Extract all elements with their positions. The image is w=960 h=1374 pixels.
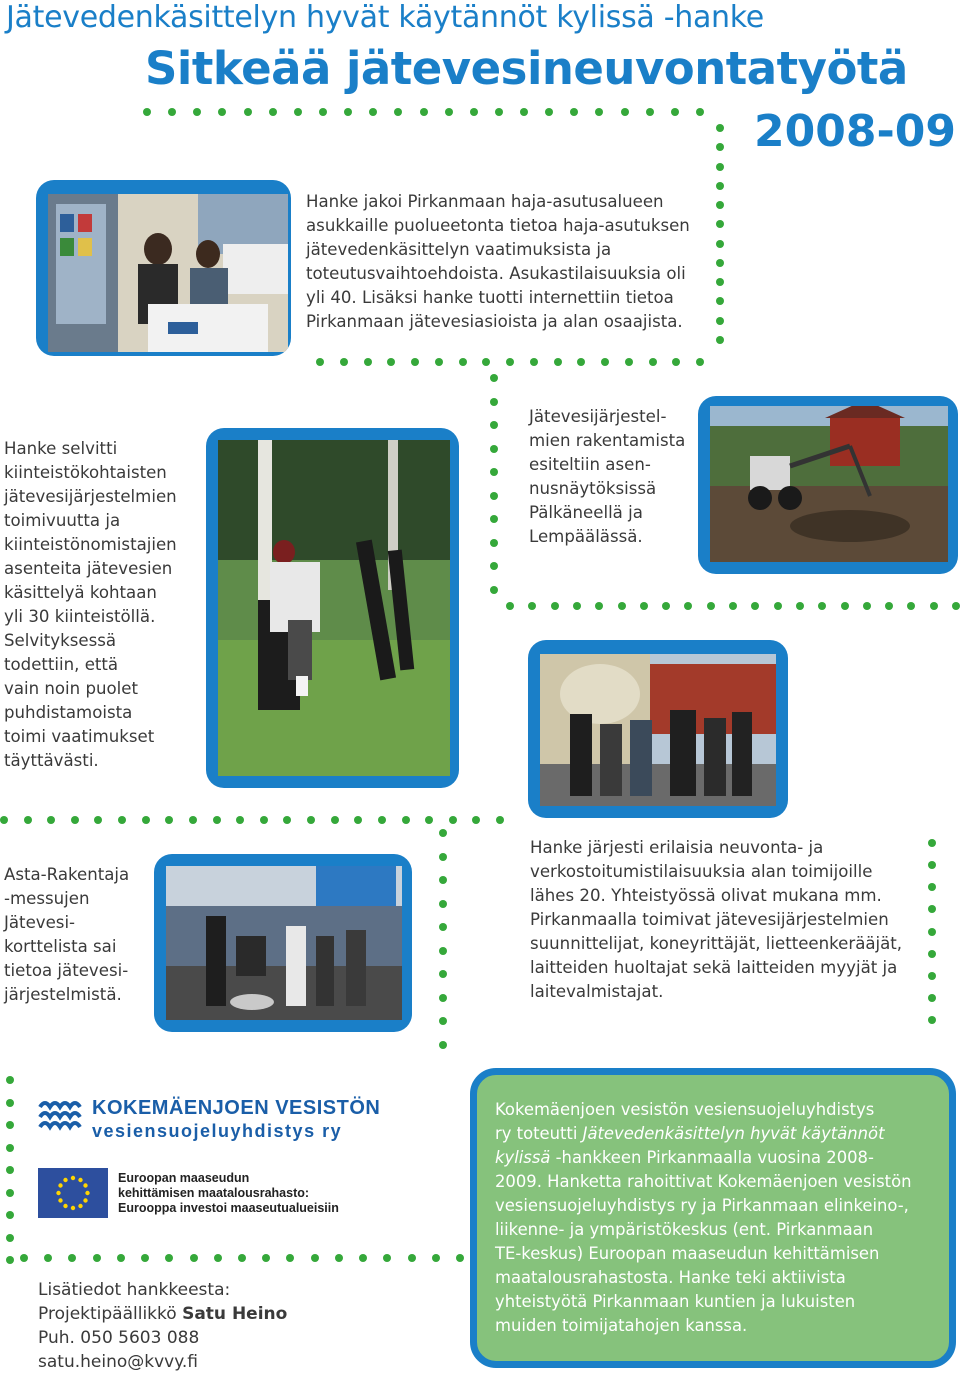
text-line: [495, 1146, 945, 1170]
decorative-dot: [369, 108, 377, 116]
decorative-dot: [672, 358, 680, 366]
text-line: nusnäytöksissä: [529, 479, 657, 498]
text-line: Hanke jakoi Pirkanmaan haja-asutusalueen: [306, 192, 664, 211]
decorative-dot: [662, 602, 670, 610]
decorative-dot: [340, 358, 348, 366]
decorative-dot: [439, 853, 447, 861]
text-line: Lempäälässä.: [529, 527, 643, 546]
decorative-dot: [863, 602, 871, 610]
text-line: TE-keskus) Euroopan maaseudun kehittämisen: [495, 1244, 880, 1263]
decorative-dot: [490, 445, 498, 453]
decorative-dot: [316, 358, 324, 366]
decorative-dot: [344, 108, 352, 116]
photo-woman-with-pipes: [206, 428, 459, 788]
text-line: asenteita jätevesien: [4, 559, 173, 578]
decorative-dot: [506, 358, 514, 366]
decorative-dot: [490, 562, 498, 570]
decorative-dot: [94, 816, 102, 824]
decorative-dot: [577, 358, 585, 366]
eu-flag-icon: [38, 1168, 108, 1218]
decorative-dot: [439, 900, 447, 908]
text-line: Pirkanmaalla toimivat jätevesijärjestelmien: [530, 910, 889, 929]
text-line: Selvityksessä: [4, 631, 117, 650]
decorative-dot: [490, 374, 498, 382]
decorative-dot: [262, 1254, 270, 1262]
text-line: Pirkanmaan jätevesiasioista ja alan osaajista.: [306, 312, 683, 331]
contact-phone: Puh. 050 5603 088: [38, 1328, 200, 1348]
decorative-dot: [71, 816, 79, 824]
text-line: mien rakentamista: [529, 431, 686, 450]
decorative-dot: [495, 108, 503, 116]
decorative-dot: [190, 1254, 198, 1262]
decorative-dot: [796, 602, 804, 610]
decorative-dot: [573, 602, 581, 610]
decorative-dot: [402, 816, 410, 824]
section5-text: [530, 836, 940, 1004]
decorative-dot: [554, 358, 562, 366]
kvvy-logo: [38, 1093, 381, 1147]
text-line: jätevedenkäsittelyn vaatimuksista ja: [306, 240, 612, 259]
text-line: verkostoitumistilaisuuksia alan toimijoille: [530, 862, 873, 881]
decorative-dot: [640, 602, 648, 610]
decorative-dot: [93, 1254, 101, 1262]
decorative-dot: [364, 358, 372, 366]
text-line: laitteiden huoltajat sekä laitteiden myyjät ja: [530, 958, 898, 977]
text-line: muiden toimijatahojen kanssa.: [495, 1316, 748, 1335]
photo-excavator: [698, 396, 958, 574]
decorative-dot: [716, 163, 724, 171]
decorative-dot: [118, 816, 126, 824]
wave-logo-icon: [38, 1099, 90, 1139]
decorative-dot: [751, 602, 759, 610]
decorative-dot: [311, 1254, 319, 1262]
text-line: yli 40. Lisäksi hanke tuotti internettiin tietoa: [306, 288, 674, 307]
decorative-dot: [930, 602, 938, 610]
decorative-dot: [496, 816, 504, 824]
text-line: liikenne- ja ympäristökeskus (ent. Pirkanmaan: [495, 1220, 874, 1239]
project-name-italic: kylissä: [495, 1148, 551, 1167]
contact-person: [38, 1302, 338, 1326]
text-line: esiteltiin asen-: [529, 455, 651, 474]
decorative-dot: [621, 108, 629, 116]
decorative-dot: [168, 108, 176, 116]
decorative-dot: [213, 816, 221, 824]
decorative-dot: [528, 602, 536, 610]
decorative-dot: [394, 108, 402, 116]
decorative-dot: [260, 816, 268, 824]
text-line: toimivuutta ja: [4, 511, 121, 530]
main-title: Sitkeää jätevesineuvontatyötä: [145, 42, 908, 95]
decorative-dot: [44, 1254, 52, 1262]
decorative-dot: [383, 1254, 391, 1262]
decorative-dot: [354, 816, 362, 824]
decorative-dot: [68, 1254, 76, 1262]
section4-text: [4, 863, 154, 1007]
contact-info: [38, 1278, 338, 1374]
section1-text: [306, 190, 726, 334]
decorative-dot: [618, 602, 626, 610]
decorative-dot: [236, 816, 244, 824]
decorative-dot: [214, 1254, 222, 1262]
decorative-dot: [774, 602, 782, 610]
eu-logo-line3: Eurooppa investoi maaseutualueisiin: [118, 1201, 339, 1215]
decorative-dot: [420, 108, 428, 116]
decorative-dot: [269, 108, 277, 116]
decorative-dot: [551, 602, 559, 610]
decorative-dot: [490, 515, 498, 523]
decorative-dot: [408, 1254, 416, 1262]
decorative-dot: [439, 994, 447, 1002]
text-line: vain noin puolet: [4, 679, 138, 698]
decorative-dot: [425, 816, 433, 824]
text-line: kiinteistönomistajien: [4, 535, 177, 554]
decorative-dot: [439, 923, 447, 931]
text-line: kiinteistökohtaisten: [4, 463, 167, 482]
decorative-dot: [841, 602, 849, 610]
project-title: Jätevedenkäsittelyn hyvät käytännöt kylissä -hanke: [6, 0, 764, 35]
text-line: lähes 20. Yhteistyössä olivat mukana mm.: [530, 886, 882, 905]
decorative-dot: [244, 108, 252, 116]
decorative-dot: [707, 602, 715, 610]
decorative-dot: [818, 602, 826, 610]
decorative-dot: [6, 1144, 14, 1152]
decorative-dot: [411, 358, 419, 366]
contact-email[interactable]: satu.heino@kvvy.fi: [38, 1352, 198, 1372]
section2-text: [4, 437, 204, 773]
text-line: puhdistamoista: [4, 703, 133, 722]
decorative-dot: [439, 829, 447, 837]
text-line: vesiensuojeluyhdistys ry ja Pirkanmaan elinkeino-,: [495, 1196, 909, 1215]
text-line: toimi vaatimukset: [4, 727, 155, 746]
decorative-dot: [432, 1254, 440, 1262]
decorative-dot: [439, 1017, 447, 1025]
decorative-dot: [716, 336, 724, 344]
decorative-dot: [6, 1234, 14, 1242]
decorative-dot: [671, 108, 679, 116]
contact-role: Projektipäällikkö: [38, 1304, 177, 1324]
decorative-dot: [47, 816, 55, 824]
eu-logo-line2: kehittämisen maatalousrahasto:: [118, 1186, 310, 1200]
text-line: korttelista sai: [4, 937, 117, 956]
decorative-dot: [218, 108, 226, 116]
decorative-dot: [6, 1189, 14, 1197]
decorative-dot: [625, 358, 633, 366]
decorative-dot: [335, 1254, 343, 1262]
text-line: Pälkäneellä ja: [529, 503, 643, 522]
decorative-dot: [696, 358, 704, 366]
decorative-dot: [490, 539, 498, 547]
decorative-dot: [6, 1211, 14, 1219]
text-line: Kokemäenjoen vesistön vesiensuojeluyhdistys: [495, 1100, 875, 1119]
eu-logo: [38, 1168, 348, 1220]
decorative-dot: [6, 1121, 14, 1129]
decorative-dot: [928, 1016, 936, 1024]
text-line: asukkaille puolueetonta tietoa haja-asutuksen: [306, 216, 690, 235]
decorative-dot: [439, 876, 447, 884]
text-line: toteutusvaihtoehdoista. Asukastilaisuuksia oli: [306, 264, 686, 283]
eu-logo-text: [118, 1171, 339, 1216]
decorative-dot: [20, 1254, 28, 1262]
decorative-dot: [165, 816, 173, 824]
decorative-dot: [294, 108, 302, 116]
contact-name: Satu Heino: [182, 1304, 288, 1324]
text-line: suunnittelijat, koneyrittäjät, lietteenkerääjät,: [530, 934, 903, 953]
decorative-dot: [907, 602, 915, 610]
kvvy-logo-line1: KOKEMÄENJOEN VESISTÖN: [92, 1097, 381, 1119]
decorative-dot: [6, 1099, 14, 1107]
decorative-dot: [6, 1166, 14, 1174]
decorative-dot: [684, 602, 692, 610]
decorative-dot: [439, 1041, 447, 1049]
decorative-dot: [319, 108, 327, 116]
decorative-dot: [696, 108, 704, 116]
photo-fair-hall: [154, 854, 412, 1032]
decorative-dot: [506, 602, 514, 610]
info-box-text: [495, 1098, 945, 1338]
text-line: järjestelmistä.: [4, 985, 122, 1004]
photo-group-outdoors: [528, 640, 788, 818]
decorative-dot: [490, 492, 498, 500]
text-line: maatalousrahastosta. Hanke teki aktiivista: [495, 1268, 846, 1287]
text-line: jätevesijärjestelmien: [4, 487, 177, 506]
decorative-dot: [189, 816, 197, 824]
text-line: Hanke selvitti: [4, 439, 118, 458]
decorative-dot: [378, 816, 386, 824]
text-line: käsittelyä kohtaan: [4, 583, 157, 602]
decorative-dot: [142, 816, 150, 824]
decorative-dot: [952, 602, 960, 610]
text-line: [495, 1122, 945, 1146]
decorative-dot: [387, 358, 395, 366]
decorative-dot: [490, 468, 498, 476]
text-line: Jätevesi-: [4, 913, 76, 932]
decorative-dot: [729, 602, 737, 610]
decorative-dot: [601, 358, 609, 366]
decorative-dot: [490, 586, 498, 594]
text-line: -messujen: [4, 889, 90, 908]
decorative-dot: [445, 108, 453, 116]
text-line: todettiin, että: [4, 655, 119, 674]
text-line: täyttävästi.: [4, 751, 99, 770]
decorative-dot: [165, 1254, 173, 1262]
decorative-dot: [0, 816, 8, 824]
decorative-dot: [331, 816, 339, 824]
decorative-dot: [307, 816, 315, 824]
text-line: Hanke järjesti erilaisia neuvonta- ja: [530, 838, 824, 857]
years-label: 2008-09: [754, 106, 956, 157]
decorative-dot: [141, 1254, 149, 1262]
decorative-dot: [286, 1254, 294, 1262]
decorative-dot: [716, 124, 724, 132]
decorative-dot: [193, 108, 201, 116]
decorative-dot: [238, 1254, 246, 1262]
text-span: ry toteutti: [495, 1124, 583, 1143]
text-line: Asta-Rakentaja: [4, 865, 130, 884]
decorative-dot: [570, 108, 578, 116]
text-line: laitevalmistajat.: [530, 982, 664, 1001]
decorative-dot: [595, 108, 603, 116]
decorative-dot: [459, 358, 467, 366]
decorative-dot: [482, 358, 490, 366]
decorative-dot: [490, 398, 498, 406]
text-line: 2009. Hanketta rahoittivat Kokemäenjoen vesistön: [495, 1172, 912, 1191]
text-span: -hankkeen Pirkanmaalla vuosina 2008-: [550, 1148, 874, 1167]
photo-exhibition-stand: [36, 180, 291, 356]
decorative-dot: [283, 816, 291, 824]
decorative-dot: [456, 1254, 464, 1262]
decorative-dot: [359, 1254, 367, 1262]
decorative-dot: [143, 108, 151, 116]
section3-text: [529, 405, 699, 549]
decorative-dot: [439, 970, 447, 978]
decorative-dot: [117, 1254, 125, 1262]
decorative-dot: [885, 602, 893, 610]
decorative-dot: [545, 108, 553, 116]
decorative-dot: [649, 358, 657, 366]
decorative-dot: [595, 602, 603, 610]
decorative-dot: [716, 182, 724, 190]
decorative-dot: [24, 816, 32, 824]
contact-heading: Lisätiedot hankkeesta:: [38, 1280, 231, 1300]
eu-logo-line1: Euroopan maaseudun: [118, 1171, 250, 1185]
decorative-dot: [646, 108, 654, 116]
decorative-dot: [449, 816, 457, 824]
text-line: Jätevesijärjestel-: [529, 407, 667, 426]
decorative-dot: [472, 816, 480, 824]
kvvy-logo-line2: vesiensuojeluyhdistys ry: [92, 1121, 343, 1141]
decorative-dot: [520, 108, 528, 116]
decorative-dot: [470, 108, 478, 116]
text-line: yhteistyötä Pirkanmaan kuntien ja lukuisten: [495, 1292, 856, 1311]
decorative-dot: [439, 947, 447, 955]
project-name-italic: Jätevedenkäsittelyn hyvät käytännöt: [582, 1124, 885, 1143]
decorative-dot: [716, 143, 724, 151]
decorative-dot: [490, 421, 498, 429]
info-box: [470, 1068, 956, 1368]
decorative-dot: [435, 358, 443, 366]
decorative-dot: [530, 358, 538, 366]
decorative-dot: [6, 1256, 14, 1264]
decorative-dot: [6, 1076, 14, 1084]
text-line: tietoa jätevesi-: [4, 961, 129, 980]
text-line: yli 30 kiinteistöllä.: [4, 607, 156, 626]
